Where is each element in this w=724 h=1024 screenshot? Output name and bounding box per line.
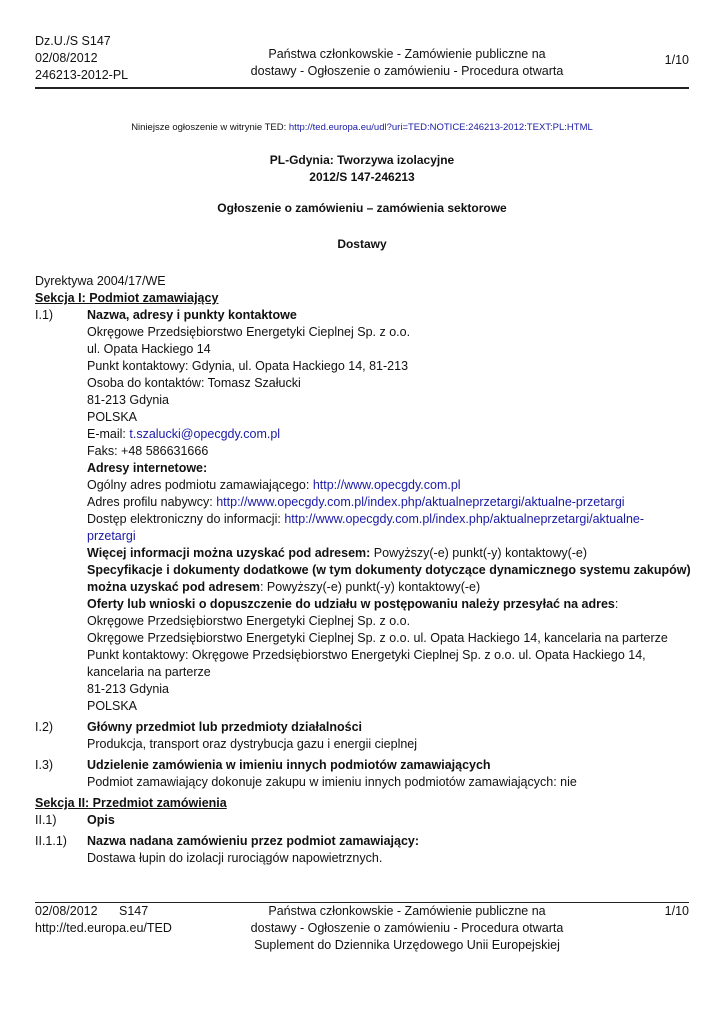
electronic-access-link-cont[interactable]: przetargi xyxy=(87,529,136,543)
more-info-label: Więcej informacji można uzyskać pod adresem: xyxy=(87,546,371,560)
footer-url: http://ted.europa.eu/TED xyxy=(35,921,172,935)
offers-line: Okręgowe Przedsiębiorstwo Energetyki Cieplnej Sp. z o.o. ul. Opata Hackiego 14, kancelaria na parterze xyxy=(87,631,668,645)
more-info-row xyxy=(87,545,695,562)
section-i2 xyxy=(35,719,695,753)
section-text: Produkcja, transport oraz dystrybucja gazu i energii cieplnej xyxy=(87,737,418,751)
address-line: ul. Opata Hackiego 14 xyxy=(87,342,211,356)
buyer-profile-link[interactable]: http://www.opecgdy.com.pl/index.php/aktualneprzetargi/aktualne-przetargi xyxy=(216,495,625,509)
footer-center xyxy=(205,903,609,954)
section-heading: Opis xyxy=(87,813,115,827)
page-footer xyxy=(35,902,689,952)
title-ref: 2012/S 147-246213 xyxy=(309,170,415,184)
section-i3 xyxy=(35,757,695,791)
electronic-access-row xyxy=(87,511,695,528)
address-line: Punkt kontaktowy: Gdynia, ul. Opata Hackiego 14, 81-213 xyxy=(87,359,409,373)
buyer-profile-row xyxy=(87,494,695,511)
header-center xyxy=(205,46,609,80)
ted-notice xyxy=(0,122,724,133)
specs-row xyxy=(87,579,695,596)
header-notice-id: 246213-2012-PL xyxy=(35,68,129,82)
fax-row: Faks: +48 586631666 xyxy=(87,444,209,458)
footer-page-number: 1/10 xyxy=(664,904,689,918)
electronic-access-link[interactable]: http://www.opecgdy.com.pl/index.php/aktualneprzetargi/aktualne- xyxy=(284,512,645,526)
specs-label-cont: można uzyskać pod adresem xyxy=(87,580,260,594)
directive: Dyrektywa 2004/17/WE xyxy=(35,274,166,288)
general-address-label: Ogólny adres podmiotu zamawiającego: xyxy=(87,478,313,492)
header-date: 02/08/2012 xyxy=(35,51,98,65)
notice-body xyxy=(35,273,695,867)
ted-notice-label: Niniejsze ogłoszenie w witrynie TED: xyxy=(131,122,289,133)
electronic-access-label: Dostęp elektroniczny do informacji: xyxy=(87,512,285,526)
section-2-heading: Sekcja II: Przedmiot zamówienia xyxy=(35,796,227,810)
general-address-row xyxy=(87,477,695,494)
notice-title xyxy=(0,152,724,186)
section-1-heading: Sekcja I: Podmiot zamawiający xyxy=(35,291,219,305)
footer-center-line: Państwa członkowskie - Zamówienie publiczne na xyxy=(268,904,546,918)
ted-notice-link[interactable]: http://ted.europa.eu/udl?uri=TED:NOTICE:246213-2012:TEXT:PL:HTML xyxy=(288,122,593,133)
specs-value: : Powyższy(-e) punkt(-y) kontaktowy(-e) xyxy=(259,580,481,594)
offers-colon: : xyxy=(614,597,619,611)
section-ii1 xyxy=(35,812,695,829)
offers-label: Oferty lub wnioski o dopuszczenie do udziału w postępowaniu należy przesyłać na adres xyxy=(87,597,615,611)
section-text: Dostawa łupin do izolacji rurociągów napowietrznych. xyxy=(87,851,383,865)
section-heading: Nazwa nadana zamówieniu przez podmiot zamawiający: xyxy=(87,834,420,848)
section-number: I.2) xyxy=(35,720,54,734)
header-left xyxy=(35,33,128,84)
header-page-number: 1/10 xyxy=(664,53,689,67)
email-row xyxy=(87,426,695,443)
internet-heading: Adresy internetowe: xyxy=(87,461,208,475)
notice-subtitle: Ogłoszenie o zamówieniu – zamówienia sektorowe xyxy=(217,201,507,215)
section-ii11 xyxy=(35,833,695,867)
footer-center-line: Suplement do Dziennika Urzędowego Unii Europejskiej xyxy=(254,938,560,952)
offers-line: Okręgowe Przedsiębiorstwo Energetyki Cieplnej Sp. z o.o. xyxy=(87,614,411,628)
footer-center-line: dostawy - Ogłoszenie o zamówieniu - Procedura otwarta xyxy=(250,921,564,935)
footer-series: S147 xyxy=(119,904,149,918)
section-i1 xyxy=(35,307,695,715)
section-heading: Nazwa, adresy i punkty kontaktowe xyxy=(87,308,297,322)
email-label: E-mail: xyxy=(87,427,130,441)
title-line: PL-Gdynia: Tworzywa izolacyjne xyxy=(269,153,455,167)
address-line: 81-213 Gdynia xyxy=(87,393,170,407)
header-journal-ref: Dz.U./S S147 xyxy=(35,34,111,48)
address-line: Okręgowe Przedsiębiorstwo Energetyki Cieplnej Sp. z o.o. xyxy=(87,325,411,339)
offers-line: POLSKA xyxy=(87,699,138,713)
section-number: I.1) xyxy=(35,308,54,322)
section-text: Podmiot zamawiający dokonuje zakupu w imieniu innych podmiotów zamawiających: nie xyxy=(87,775,577,789)
address-line: POLSKA xyxy=(87,410,138,424)
offers-row xyxy=(87,596,695,613)
notice-type: Dostawy xyxy=(337,237,387,251)
page-header xyxy=(35,33,689,89)
offers-line: Punkt kontaktowy: Okręgowe Przedsiębiorstwo Energetyki Cieplnej Sp. z o.o. ul. Opata Hackiego 14, kancelaria na parterze xyxy=(87,648,646,679)
header-center-line: Państwa członkowskie - Zamówienie publiczne na xyxy=(268,47,546,61)
section-heading: Główny przedmiot lub przedmioty działalności xyxy=(87,720,363,734)
email-link[interactable]: t.szalucki@opecgdy.com.pl xyxy=(129,427,281,441)
address-line: Osoba do kontaktów: Tomasz Szałucki xyxy=(87,376,301,390)
specs-label: Specyfikacje i dokumenty dodatkowe (w tym dokumenty dotyczące dynamicznego systemu zakupów) xyxy=(87,563,691,577)
footer-date: 02/08/2012 xyxy=(35,904,98,918)
offers-line: 81-213 Gdynia xyxy=(87,682,170,696)
header-center-line: dostawy - Ogłoszenie o zamówieniu - Procedura otwarta xyxy=(250,64,564,78)
more-info-value: Powyższy(-e) punkt(-y) kontaktowy(-e) xyxy=(370,546,588,560)
section-heading: Udzielenie zamówienia w imieniu innych podmiotów zamawiających xyxy=(87,758,491,772)
section-number: II.1.1) xyxy=(35,834,67,848)
buyer-profile-label: Adres profilu nabywcy: xyxy=(87,495,217,509)
section-number: II.1) xyxy=(35,813,57,827)
general-address-link[interactable]: http://www.opecgdy.com.pl xyxy=(312,478,461,492)
section-number: I.3) xyxy=(35,758,54,772)
